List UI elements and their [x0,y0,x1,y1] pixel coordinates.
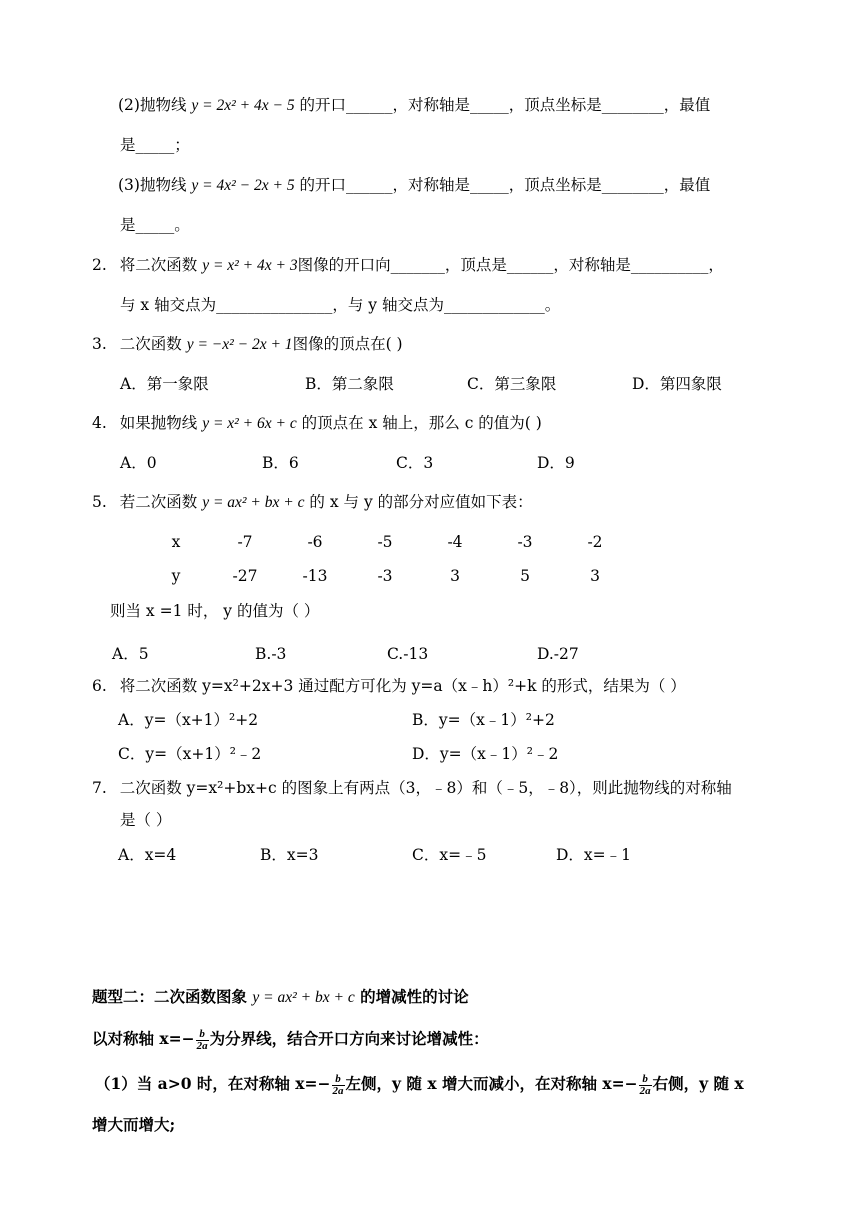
q3-number: 3. [92,335,107,353]
q4-option-b: B．6 [262,454,299,472]
q2-number: 2. [92,256,107,274]
q6-option-a: A．y=（x+1）²+2 [118,711,259,729]
q5-option-d: D.-27 [537,645,579,663]
q4-text: 如果抛物线 [119,414,198,432]
q1-part2-label: (2)抛物线 [118,96,187,114]
fraction-denominator: 2a [639,1084,651,1097]
table-x-value: -7 [237,533,253,551]
section2-title-tail: 的增减性的讨论 [360,987,469,1006]
q5-line [92,491,533,514]
q1-part3-line [118,174,710,197]
table-x-value: -5 [377,533,393,551]
q1-part2-line [118,94,710,117]
q6-option-d: D．y=（x﹣1）²﹣2 [412,745,559,763]
case1-text-a: （1）当 a>0 时，在对称轴 x=− [95,1074,331,1093]
q1-part2-cont: 是_____； [120,136,190,154]
table-x-value: -3 [517,533,533,551]
q1-part3-formula: y = 4x² − 2x + 5 [191,177,295,194]
q7-number: 7. [92,779,107,797]
q1-part3-tail: ___，最值 [640,176,711,194]
section2-title-formula: y = ax² + bx + c [252,989,355,1006]
q5-text-after: 的 x 与 y 的部分对应值如下表： [309,493,533,511]
q5-option-c: C.-13 [387,645,429,663]
q4-answer-paren: 的顶点在 x 轴上，那么 c 的值为( ) [301,414,542,432]
q6-number: 6. [92,677,107,695]
fraction-numerator: b [196,1029,209,1041]
section2-case1-cont: 增大而增大; [92,1115,176,1134]
q4-option-a: A．0 [120,454,157,472]
q1-part3-blanks: 的开口______，对称轴是_____，顶点坐标是_____ [299,176,641,194]
section2-title-text: 题型二：二次函数图象 [92,987,248,1006]
q3-formula: y = −x² − 2x + 1 [186,336,293,353]
q5-option-b: B.-3 [255,645,287,663]
table-x-label: x [171,533,181,551]
table-y-value: 5 [520,567,530,585]
fraction-numerator: b [639,1074,652,1086]
section2-rule-tail: 为分界线，结合开口方向来讨论增减性： [209,1029,489,1048]
q1-part2-tail: ____，最值 [632,96,711,114]
q2-line [92,254,724,277]
q4-number: 4. [92,414,107,432]
q1-part2-formula: y = 2x² + 4x − 5 [191,97,295,114]
q7-text: 二次函数 y=x²+bx+c 的图象上有两点（3，﹣8）和（﹣5，﹣8），则此抛物线的对称轴 [119,779,732,797]
q2-cont: 与 x 轴交点为_______________，与 y 轴交点为_____________。 [120,296,561,314]
q5-text: 若二次函数 [119,493,198,511]
q3-answer-paren: 图像的顶点在( ) [292,335,403,353]
q2-formula: y = x² + 4x + 3 [202,257,298,274]
q4-option-c: C．3 [396,454,434,472]
fraction-numerator: b [332,1074,345,1086]
q6-text: 将二次函数 y=x²+2x+3 通过配方可化为 y=a（x﹣h）²+k 的形式，结果为（ ） [119,677,686,695]
q5-option-a: A．5 [112,645,149,663]
table-y-value: -27 [232,567,258,585]
section2-rule-text: 以对称轴 x=− [92,1029,195,1048]
table-y-value: -13 [302,567,328,585]
q7-option-d: D．x=﹣1 [556,846,632,864]
table-y-label: y [171,567,181,585]
table-x-value: -6 [307,533,323,551]
q3-option-c: C．第三象限 [467,375,557,393]
q4-formula: y = x² + 6x + c [202,415,297,432]
table-y-value: -3 [377,567,393,585]
q6-line [92,675,686,697]
q1-part3-cont: 是_____。 [120,216,190,234]
q1-part3-label: (3)抛物线 [118,176,187,194]
fraction-denominator: 2a [332,1084,344,1097]
q5-followup: 则当 x =1 时， y 的值为（ ） [110,602,320,620]
q3-option-b: B．第二象限 [305,375,394,393]
section2-title [92,986,469,1009]
table-x-value: -2 [587,533,603,551]
table-x-value: -4 [447,533,463,551]
q7-option-b: B．x=3 [260,846,319,864]
q5-formula: y = ax² + bx + c [202,494,305,511]
q7-option-a: A．x=4 [118,846,177,864]
q3-option-a: A．第一象限 [120,375,209,393]
q3-option-d: D．第四象限 [632,375,722,393]
axis-fraction [332,1074,345,1097]
fraction-denominator: 2a [196,1039,208,1052]
section2-rule [92,1028,489,1052]
q2-text: 将二次函数 [119,256,198,274]
q1-part2-blanks: 的开口______，对称轴是_____，顶点坐标是____ [299,96,633,114]
q2-blanks: 图像的开口向_______，顶点是______，对称轴是__________， [297,256,724,274]
case1-text-b: 左侧，y 随 x 增大而减小，在对称轴 x=− [345,1074,638,1093]
q3-line [92,333,403,356]
q7-option-c: C．x=﹣5 [412,846,487,864]
section2-case1 [95,1073,744,1097]
axis-fraction [196,1029,209,1052]
table-y-value: 3 [590,567,600,585]
q4-line [92,412,542,435]
q3-text: 二次函数 [119,335,182,353]
q6-option-c: C．y=（x+1）²﹣2 [118,745,262,763]
table-y-value: 3 [450,567,460,585]
q7-cont: 是（ ） [120,811,172,829]
q5-number: 5. [92,493,107,511]
case1-text-c: 右侧，y 随 x [652,1074,744,1093]
axis-fraction [639,1074,652,1097]
q4-option-d: D．9 [537,454,575,472]
q6-option-b: B．y=（x﹣1）²+2 [412,711,555,729]
q7-line [92,777,732,799]
